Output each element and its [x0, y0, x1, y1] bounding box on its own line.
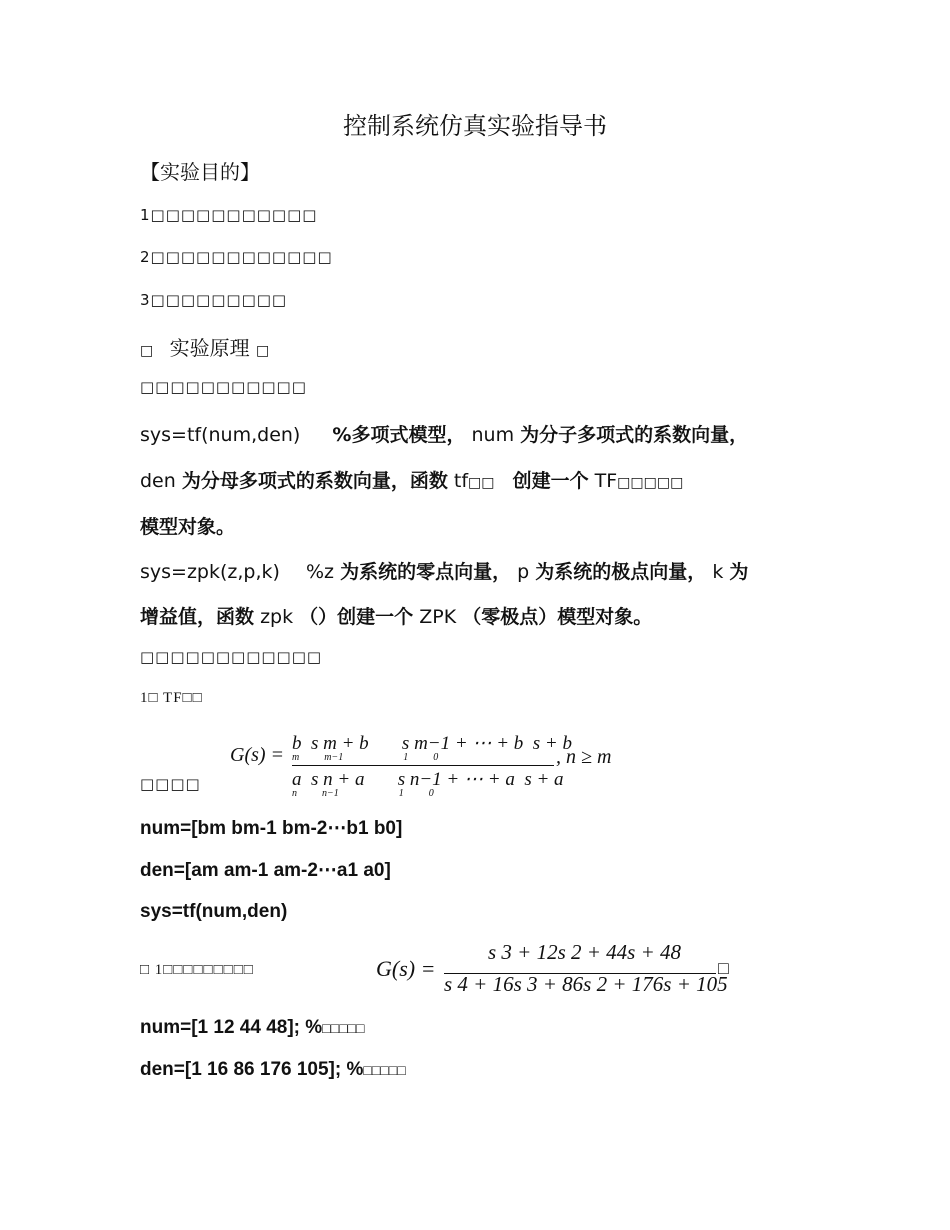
zpk-description-line-1 — [140, 557, 748, 584]
section-heading-suffix: □ — [255, 343, 270, 359]
section-heading-principle — [140, 332, 269, 361]
zpk-desc-ZPK: ZPK — [419, 606, 457, 628]
example-code-num-text: num=[1 12 44 48]; % — [140, 1017, 323, 1038]
example-code-num — [140, 1017, 364, 1039]
tf-code: sys=tf(num,den) — [140, 424, 301, 446]
formula-1-lhs: G(s) = — [230, 744, 285, 766]
tf-desc-tf: tf — [453, 470, 469, 492]
tf-item-heading: 1□ TF□□ — [140, 690, 203, 706]
zpk-desc-k: k — [712, 561, 724, 583]
tf-desc-TF: TF — [594, 470, 618, 492]
example-code-den-comment: □□□□□ — [363, 1062, 406, 1078]
zpk-desc-b: 为系统的极点向量， — [535, 561, 707, 583]
page-title: 控制系统仿真实验指导书 — [343, 112, 607, 140]
tf-description-line-1 — [140, 420, 748, 447]
formula-2-lhs: G(s) = — [376, 956, 436, 981]
formula-1-condition: , n ≥ m — [556, 746, 612, 768]
tf-desc-c: 为分母多项式的系数向量，函数 — [181, 470, 448, 492]
formula-2-numerator: s 3 + 12s 2 + 44s + 48 — [488, 940, 682, 964]
example-code-den — [140, 1059, 406, 1081]
zpk-desc-d: 增益值，函数 — [140, 606, 255, 628]
formula-1-fraction-bar — [292, 765, 554, 766]
zpk-description-line-2 — [140, 602, 652, 629]
code-line-den: den=[am am-1 am-2⋯a1 a0] — [140, 860, 391, 881]
tf-description-line-3: 模型对象。 — [140, 516, 236, 538]
tf-desc-den: den — [140, 470, 176, 492]
formula-1-denominator-subscripts: n n−1 1 0 — [292, 788, 434, 799]
formula-1-denominator: a s n + a s n−1 + ⋯ + a s + a — [292, 769, 564, 790]
tf-desc-boxes-2: □□□□□ — [617, 475, 684, 491]
formula-2-end-mark: □ — [718, 958, 729, 978]
example-label: □ 1□□□□□□□□□ — [140, 962, 254, 978]
goal-item-1: 1□□□□□□□□□□□ — [140, 206, 318, 224]
example-code-den-text: den=[1 16 86 176 105]; % — [140, 1059, 364, 1080]
zpk-desc-f: （零极点）模型对象。 — [462, 606, 653, 628]
zpk-desc-c: 为 — [729, 561, 749, 583]
intro-line: □□□□□□□□□□□ — [140, 378, 307, 396]
zpk-desc-a: 为系统的零点向量， — [340, 561, 512, 583]
transfer-function-formula — [230, 732, 630, 802]
code-line-sys: sys=tf(num,den) — [140, 901, 288, 922]
formula-1-label: □□□□ — [140, 775, 201, 793]
zpk-desc-e: （）创建一个 — [299, 606, 414, 628]
zpk-code: sys=zpk(z,p,k) — [140, 561, 280, 583]
tf-desc-num: num — [471, 424, 515, 446]
formula-2-denominator: s 4 + 16s 3 + 86s 2 + 176s + 105 — [444, 972, 728, 996]
goal-item-3: 3□□□□□□□□□ — [140, 291, 288, 309]
tf-description-line-2 — [140, 466, 683, 493]
section-heading-prefix: □ — [140, 343, 154, 359]
formula-1-numerator: b s m + b s m−1 + ⋯ + b s + b — [292, 733, 572, 754]
zpk-desc-zpk: zpk — [260, 606, 294, 628]
tf-desc-boxes: □□ — [468, 475, 495, 491]
tf-desc-d: 创建一个 — [512, 470, 589, 492]
section-heading-purpose: 【实验目的】 — [140, 160, 260, 184]
formula-1-numerator-subscripts: m m−1 1 0 — [292, 752, 439, 763]
sub-intro-line: □□□□□□□□□□□□ — [140, 648, 323, 666]
code-line-num: num=[bm bm-1 bm-2⋯b1 b0] — [140, 818, 403, 839]
section-heading-text: 实验原理 — [169, 336, 250, 360]
goal-item-2: 2□□□□□□□□□□□□ — [140, 248, 333, 266]
zpk-desc-p: p — [517, 561, 530, 583]
example-code-num-comment: □□□□□ — [322, 1020, 365, 1036]
zpk-desc-z: %z — [306, 561, 335, 583]
tf-desc-a: %多项式模型， — [332, 424, 466, 446]
example-transfer-function — [376, 940, 729, 1000]
tf-desc-b: 为分子多项式的系数向量， — [520, 424, 749, 446]
